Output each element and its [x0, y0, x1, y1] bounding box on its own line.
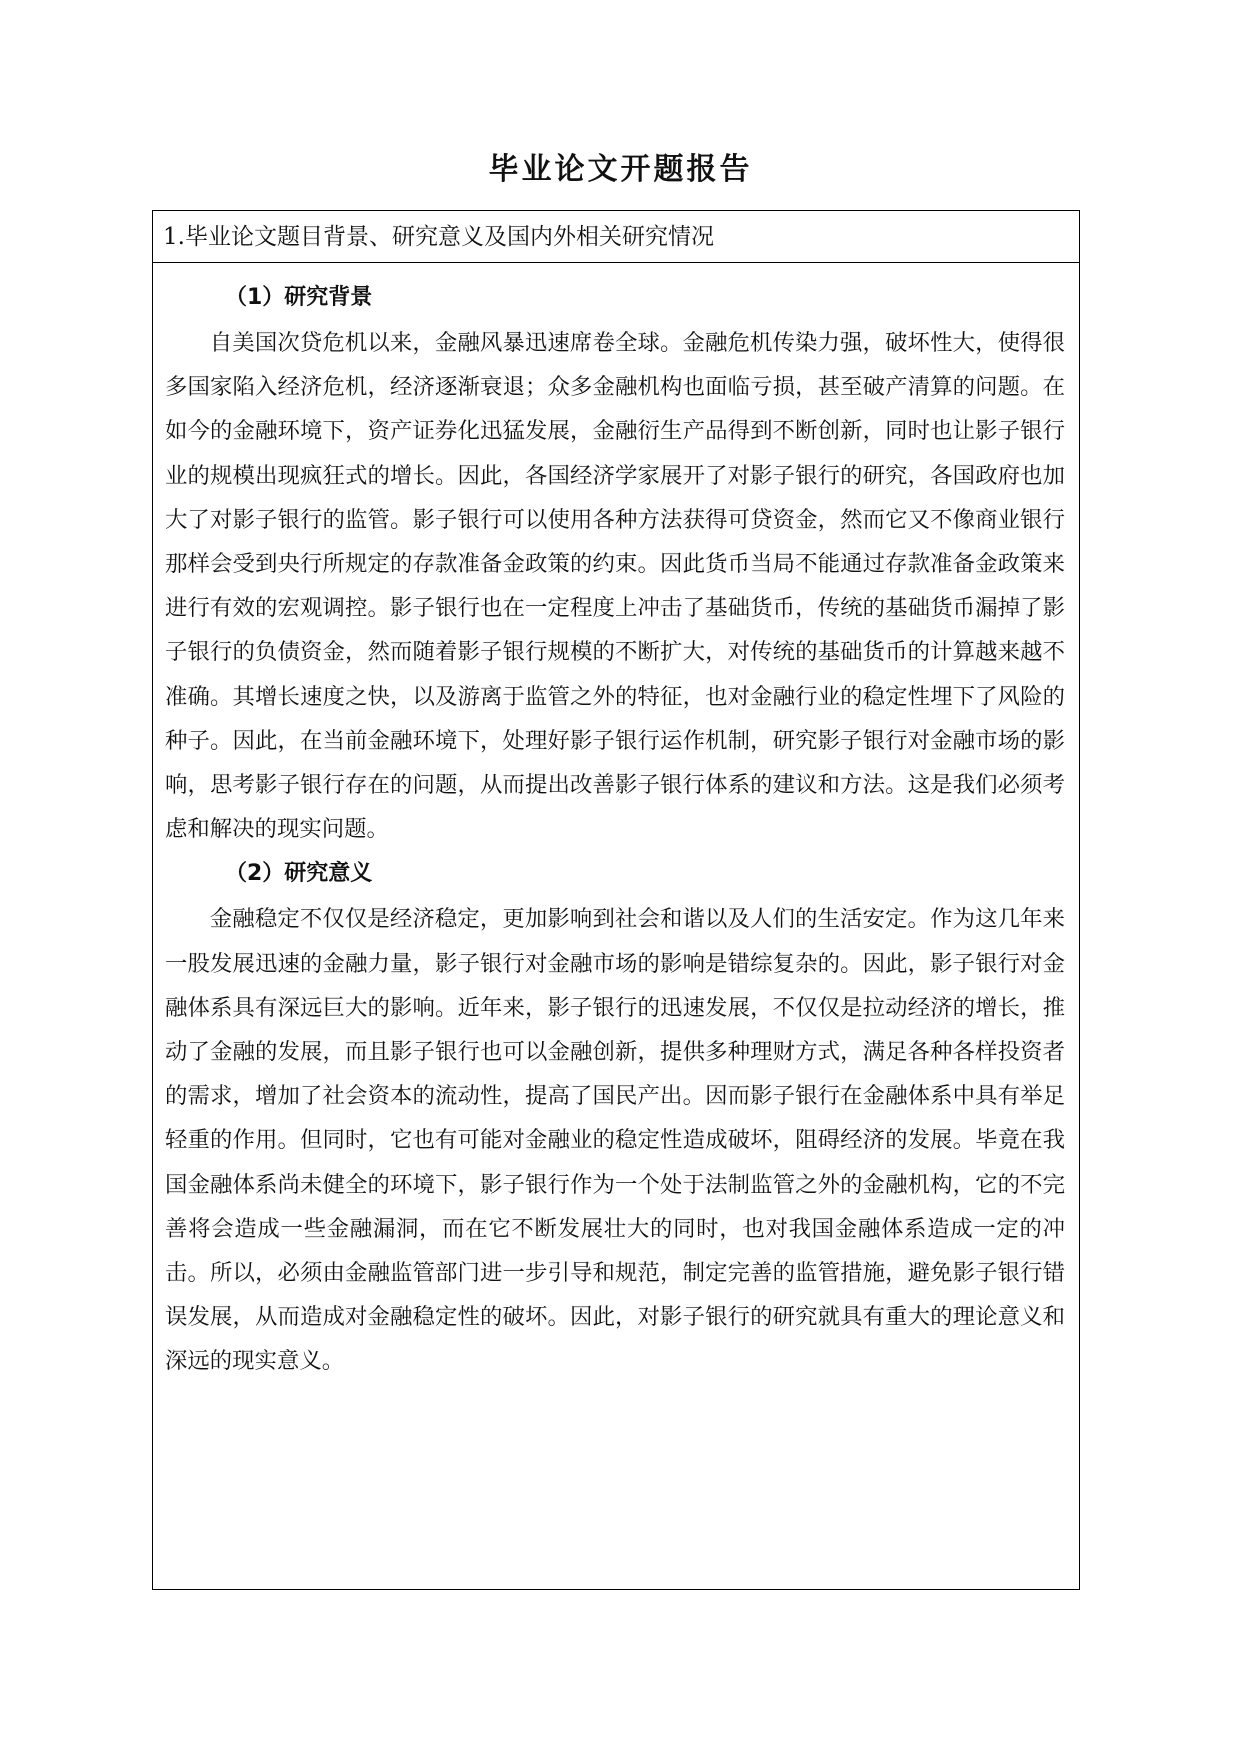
paragraph-research-background: 自美国次贷危机以来，金融风暴迅速席卷全球。金融危机传染力强，破坏性大，使得很多国家陷入经济危机，经济逐渐衰退；众多金融机构也面临亏损，甚至破产清算的问题。在如今的金融环境下，资产证券化迅猛发展，金融衍生产品得到不断创新，同时也让影子银行业的规模出现疯狂式的增长。因此，各国经济学家展开了对影子银行的研究，各国政府也加大了对影子银行的监管。影子银行可以使用各种方法获得可贷资金，然而它又不像商业银行那样会受到央行所规定的存款准备金政策的约束。因此货币当局不能通过存款准备金政策来进行有效的宏观调控。影子银行也在一定程度上冲击了基础货币，传统的基础货币漏掉了影子银行的负债资金，然而随着影子银行规模的不断扩大，对传统的基础货币的计算越来越不准确。其增长速度之快，以及游离于监管之外的特征，也对金融行业的稳定性埋下了风险的种子。因此，在当前金融环境下，处理好影子银行运作机制，研究影子银行对金融市场的影响，思考影子银行存在的问题，从而提出改善影子银行体系的建议和方法。这是我们必须考虑和解决的现实问题。	[165, 330, 1065, 843]
report-table	[152, 210, 1080, 1590]
section-content	[153, 263, 1079, 1384]
section-header: 1.毕业论文题目背景、研究意义及国内外相关研究情况	[153, 211, 1079, 263]
paragraph-research-significance: 金融稳定不仅仅是经济稳定，更加影响到社会和谐以及人们的生活安定。作为这几年来一股发展迅速的金融力量，影子银行对金融市场的影响是错综复杂的。因此，影子银行对金融体系具有深远巨大的影响。近年来，影子银行的迅速发展，不仅仅是拉动经济的增长，推动了金融的发展，而且影子银行也可以金融创新，提供多种理财方式，满足各种各样投资者的需求，增加了社会资本的流动性，提高了国民产出。因而影子银行在金融体系中具有举足轻重的作用。但同时，它也有可能对金融业的稳定性造成破坏，阻碍经济的发展。毕竟在我国金融体系尚未健全的环境下，影子银行作为一个处于法制监管之外的金融机构，它的不完善将会造成一些金融漏洞，而在它不断发展壮大的同时，也对我国金融体系造成一定的冲击。所以，必须由金融监管部门进一步引导和规范，制定完善的监管措施，避免影子银行错误发展，从而造成对金融稳定性的破坏。因此，对影子银行的研究就具有重大的理论意义和深远的现实意义。	[165, 906, 1065, 1375]
subheading-research-background: （1）研究背景	[225, 285, 373, 310]
document-title: 毕业论文开题报告	[488, 152, 753, 187]
subheading-research-significance: （2）研究意义	[225, 861, 373, 887]
